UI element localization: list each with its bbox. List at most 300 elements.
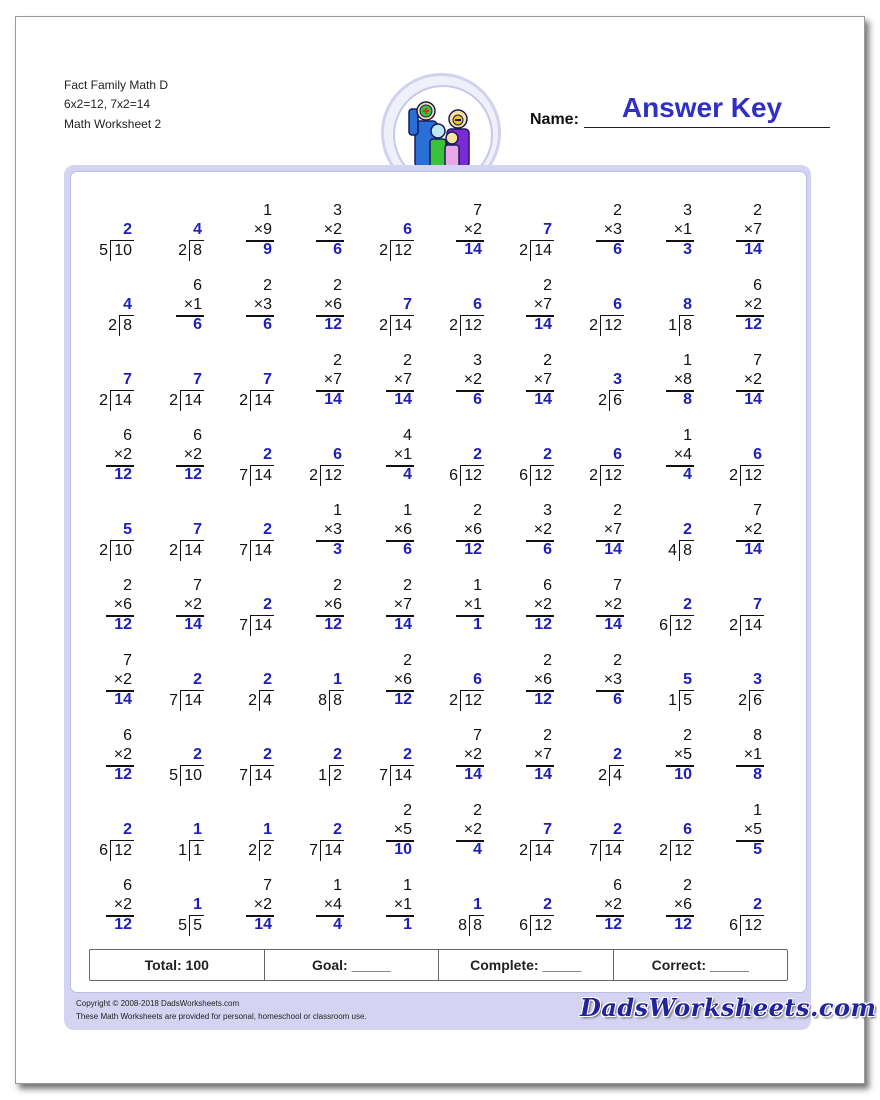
multiplicand: 7 <box>263 877 272 894</box>
dividend-bracket <box>679 540 694 561</box>
name-field-line[interactable] <box>584 127 830 128</box>
dividend-bracket <box>329 690 344 711</box>
answer: 12 <box>604 916 622 933</box>
multiplier: ×5 <box>673 746 692 763</box>
dividend: 12 <box>114 842 132 859</box>
division-problem <box>156 496 208 558</box>
dividend-bracket <box>180 390 204 411</box>
quotient-answer: 1 <box>193 821 202 838</box>
dividend-bracket <box>530 465 554 486</box>
divisor: 8 <box>318 692 327 709</box>
dividend: 8 <box>473 917 482 934</box>
multiplication-problem <box>366 796 418 858</box>
quotient-answer: 7 <box>123 371 132 388</box>
multiplicand: 6 <box>193 427 202 444</box>
division-problem <box>86 196 138 258</box>
multiplier: ×6 <box>323 296 342 313</box>
divisor: 2 <box>519 242 528 259</box>
dividend-bracket <box>110 840 134 861</box>
division-problem <box>646 496 698 558</box>
answer: 6 <box>403 541 412 558</box>
dividend-bracket <box>250 765 274 786</box>
multiplication-problem <box>86 871 138 933</box>
multiplier: ×2 <box>183 446 202 463</box>
multiplication-problem <box>86 421 138 483</box>
dividend-bracket <box>530 240 554 261</box>
dividend-bracket <box>250 540 274 561</box>
dividend: 6 <box>613 392 622 409</box>
multiplier: ×7 <box>603 521 622 538</box>
divisor: 2 <box>239 392 248 409</box>
answer: 14 <box>744 391 762 408</box>
multiplier: ×2 <box>603 896 622 913</box>
answer: 14 <box>534 316 552 333</box>
quotient-answer: 2 <box>753 896 762 913</box>
dividend: 1 <box>193 842 202 859</box>
answer: 14 <box>534 391 552 408</box>
multiplication-problem <box>296 571 348 633</box>
divisor: 2 <box>589 467 598 484</box>
dividend-bracket <box>390 240 414 261</box>
answer: 14 <box>184 616 202 633</box>
division-problem <box>576 796 628 858</box>
dividend: 14 <box>114 392 132 409</box>
dividend: 6 <box>753 692 762 709</box>
answer: 14 <box>744 241 762 258</box>
divisor: 2 <box>108 317 117 334</box>
divisor: 2 <box>99 392 108 409</box>
multiplier: ×2 <box>113 671 132 688</box>
multiplicand: 8 <box>753 727 762 744</box>
multiplier: ×6 <box>393 671 412 688</box>
answer: 1 <box>473 616 482 633</box>
multiplicand: 2 <box>543 352 552 369</box>
multiplication-problem <box>576 571 628 633</box>
multiplicand: 2 <box>333 352 342 369</box>
divisor: 6 <box>449 467 458 484</box>
divisor: 6 <box>99 842 108 859</box>
multiplication-problem <box>576 196 628 258</box>
answer: 3 <box>683 241 692 258</box>
quotient-answer: 6 <box>613 446 622 463</box>
dividend-bracket <box>609 390 624 411</box>
divisor: 1 <box>178 842 187 859</box>
divisor: 7 <box>239 542 248 559</box>
multiplicand: 2 <box>473 502 482 519</box>
multiplier: ×2 <box>533 521 552 538</box>
multiplier: ×2 <box>183 596 202 613</box>
multiplication-problem <box>366 646 418 708</box>
multiplier: ×2 <box>603 596 622 613</box>
division-problem <box>576 721 628 783</box>
divisor: 2 <box>729 617 738 634</box>
divisor: 2 <box>449 692 458 709</box>
quotient-answer: 4 <box>123 296 132 313</box>
multiplication-problem <box>506 721 558 783</box>
dividend-bracket <box>749 690 764 711</box>
multiplicand: 6 <box>123 427 132 444</box>
multiplicand: 2 <box>333 577 342 594</box>
divisor: 6 <box>659 617 668 634</box>
dividend-bracket <box>679 690 694 711</box>
dividend-bracket <box>740 915 764 936</box>
multiplier: ×7 <box>743 221 762 238</box>
quotient-answer: 6 <box>473 296 482 313</box>
multiplication-problem <box>296 496 348 558</box>
answer: 6 <box>193 316 202 333</box>
multiplicand: 3 <box>333 202 342 219</box>
answer: 12 <box>114 616 132 633</box>
division-problem <box>436 646 488 708</box>
division-problem <box>226 421 278 483</box>
multiplicand: 1 <box>473 577 482 594</box>
dividend: 12 <box>674 617 692 634</box>
division-problem <box>366 271 418 333</box>
divisor: 7 <box>379 767 388 784</box>
divisor: 5 <box>178 917 187 934</box>
answer: 12 <box>534 616 552 633</box>
multiplication-problem <box>366 496 418 558</box>
multiplicand: 6 <box>123 727 132 744</box>
multiplier: ×3 <box>323 521 342 538</box>
quotient-answer: 7 <box>403 296 412 313</box>
multiplicand: 6 <box>123 877 132 894</box>
multiplicand: 2 <box>753 202 762 219</box>
divisor: 7 <box>239 617 248 634</box>
division-problem <box>86 271 138 333</box>
answer: 12 <box>534 691 552 708</box>
division-problem <box>226 646 278 708</box>
divisor: 2 <box>309 467 318 484</box>
dividend: 14 <box>394 317 412 334</box>
worksheet-subtitle: 6x2=12, 7x2=14 <box>64 97 151 111</box>
multiplication-problem <box>296 196 348 258</box>
answer: 14 <box>534 766 552 783</box>
complete-cell[interactable]: Complete: _____ <box>439 950 614 980</box>
multiplicand: 2 <box>403 577 412 594</box>
multiplier: ×6 <box>113 596 132 613</box>
multiplication-problem <box>296 871 348 933</box>
multiplication-problem <box>506 646 558 708</box>
dividend: 14 <box>604 842 622 859</box>
multiplicand: 7 <box>613 577 622 594</box>
dividend: 14 <box>184 392 202 409</box>
divisor: 2 <box>169 542 178 559</box>
dividend: 12 <box>534 917 552 934</box>
quotient-answer: 2 <box>333 746 342 763</box>
dividend-bracket <box>600 315 624 336</box>
multiplication-problem <box>716 271 768 333</box>
dividend-bracket <box>189 240 204 261</box>
quotient-answer: 1 <box>263 821 272 838</box>
division-problem <box>156 196 208 258</box>
divisor: 2 <box>598 392 607 409</box>
dividend-bracket <box>530 840 554 861</box>
division-problem <box>156 346 208 408</box>
divisor: 6 <box>519 917 528 934</box>
worksheet-title: Fact Family Math D <box>64 78 169 92</box>
multiplier: ×2 <box>463 221 482 238</box>
dividend-bracket <box>740 465 764 486</box>
answer: 12 <box>184 466 202 483</box>
quotient-answer: 5 <box>123 521 132 538</box>
division-problem <box>296 421 348 483</box>
quotient-answer: 3 <box>613 371 622 388</box>
multiplication-problem <box>86 646 138 708</box>
multiplicand: 2 <box>683 727 692 744</box>
dividend: 10 <box>114 242 132 259</box>
multiplicand: 7 <box>753 352 762 369</box>
multiplier: ×7 <box>393 596 412 613</box>
dividend: 14 <box>254 542 272 559</box>
dividend: 8 <box>683 317 692 334</box>
division-problem <box>646 796 698 858</box>
dividend: 12 <box>604 467 622 484</box>
dividend-bracket <box>679 315 694 336</box>
multiplier: ×2 <box>113 446 132 463</box>
quotient-answer: 7 <box>543 821 552 838</box>
answer: 4 <box>473 841 482 858</box>
answer: 5 <box>753 841 762 858</box>
total-cell: Total: 100 <box>90 950 265 980</box>
multiplier: ×3 <box>253 296 272 313</box>
division-problem <box>506 196 558 258</box>
divisor: 2 <box>248 842 257 859</box>
multiplication-problem <box>86 571 138 633</box>
division-problem <box>576 346 628 408</box>
multiplication-problem <box>506 571 558 633</box>
multiplication-problem <box>436 496 488 558</box>
dividend: 5 <box>683 692 692 709</box>
multiplication-problem <box>366 571 418 633</box>
answer: 14 <box>604 541 622 558</box>
multiplication-problem <box>436 721 488 783</box>
multiplier: ×2 <box>743 371 762 388</box>
multiplication-problem <box>646 871 698 933</box>
answer: 12 <box>744 316 762 333</box>
answer-key-heading: Answer Key <box>621 92 783 123</box>
dividend-bracket <box>180 690 204 711</box>
dividend: 14 <box>254 617 272 634</box>
multiplier: ×2 <box>743 296 762 313</box>
multiplication-problem <box>226 871 278 933</box>
dividend: 14 <box>184 692 202 709</box>
multiplicand: 1 <box>753 802 762 819</box>
dividend-bracket <box>609 765 624 786</box>
answer: 12 <box>114 466 132 483</box>
dividend-bracket <box>189 915 204 936</box>
division-problem <box>296 646 348 708</box>
division-problem <box>156 871 208 933</box>
division-problem <box>226 571 278 633</box>
multiplicand: 2 <box>683 877 692 894</box>
multiplicand: 2 <box>613 202 622 219</box>
multiplication-problem <box>436 346 488 408</box>
division-problem <box>156 796 208 858</box>
quotient-answer: 2 <box>193 746 202 763</box>
dividend: 12 <box>744 467 762 484</box>
division-problem <box>646 571 698 633</box>
dividend: 12 <box>534 467 552 484</box>
divisor: 1 <box>668 317 677 334</box>
multiplication-problem <box>506 346 558 408</box>
answer: 14 <box>394 391 412 408</box>
division-problem <box>576 421 628 483</box>
dividend: 2 <box>263 842 272 859</box>
division-problem <box>296 796 348 858</box>
multiplier: ×2 <box>463 371 482 388</box>
division-problem <box>366 196 418 258</box>
score-box <box>89 949 788 981</box>
multiplication-problem <box>296 271 348 333</box>
multiplier: ×6 <box>533 671 552 688</box>
divisor: 2 <box>729 467 738 484</box>
division-problem <box>156 646 208 708</box>
brand-logo[interactable]: DadsWorksheets.com <box>580 993 877 1022</box>
quotient-answer: 6 <box>403 221 412 238</box>
divisor: 2 <box>598 767 607 784</box>
quotient-answer: 6 <box>613 296 622 313</box>
divisor: 7 <box>239 767 248 784</box>
dividend: 4 <box>263 692 272 709</box>
dividend-bracket <box>250 615 274 636</box>
multiplicand: 6 <box>193 277 202 294</box>
answer: 14 <box>464 241 482 258</box>
division-problem <box>226 796 278 858</box>
quotient-answer: 2 <box>263 446 272 463</box>
dividend-bracket <box>189 840 204 861</box>
answer: 12 <box>394 691 412 708</box>
answer: 14 <box>464 766 482 783</box>
multiplication-problem <box>156 421 208 483</box>
multiplicand: 2 <box>333 277 342 294</box>
answer: 10 <box>674 766 692 783</box>
dividend-bracket <box>180 540 204 561</box>
dividend: 14 <box>254 467 272 484</box>
dividend: 14 <box>534 242 552 259</box>
division-problem <box>716 571 768 633</box>
divisor: 2 <box>738 692 747 709</box>
dividend: 12 <box>324 467 342 484</box>
multiplicand: 1 <box>263 202 272 219</box>
correct-cell[interactable]: Correct: _____ <box>651 957 749 973</box>
dividend: 12 <box>674 842 692 859</box>
divisor: 2 <box>519 842 528 859</box>
multiplier: ×2 <box>253 896 272 913</box>
multiplication-problem <box>576 646 628 708</box>
division-problem <box>296 721 348 783</box>
quotient-answer: 2 <box>123 821 132 838</box>
multiplier: ×2 <box>113 746 132 763</box>
multiplication-problem <box>716 196 768 258</box>
name-label: Name: <box>530 111 579 128</box>
dividend: 8 <box>683 542 692 559</box>
answer: 6 <box>613 241 622 258</box>
answer: 6 <box>473 391 482 408</box>
division-problem <box>366 721 418 783</box>
multiplicand: 2 <box>613 502 622 519</box>
dividend-bracket <box>250 465 274 486</box>
multiplication-problem <box>436 796 488 858</box>
dividend: 8 <box>193 242 202 259</box>
multiplicand: 1 <box>403 502 412 519</box>
division-problem <box>646 271 698 333</box>
quotient-answer: 2 <box>263 746 272 763</box>
division-problem <box>436 421 488 483</box>
quotient-answer: 7 <box>263 371 272 388</box>
multiplier: ×1 <box>743 746 762 763</box>
multiplier: ×2 <box>463 821 482 838</box>
dividend: 12 <box>394 242 412 259</box>
multiplicand: 6 <box>613 877 622 894</box>
multiplier: ×9 <box>253 221 272 238</box>
answer: 6 <box>263 316 272 333</box>
answer: 12 <box>114 916 132 933</box>
dividend: 8 <box>123 317 132 334</box>
divisor: 1 <box>318 767 327 784</box>
multiplicand: 7 <box>753 502 762 519</box>
dividend-bracket <box>600 840 624 861</box>
division-problem <box>716 871 768 933</box>
multiplier: ×1 <box>393 896 412 913</box>
dividend: 12 <box>464 467 482 484</box>
divisor: 7 <box>239 467 248 484</box>
quotient-answer: 4 <box>193 221 202 238</box>
answer: 10 <box>394 841 412 858</box>
answer: 1 <box>403 916 412 933</box>
division-problem <box>226 721 278 783</box>
multiplier: ×1 <box>463 596 482 613</box>
quotient-answer: 6 <box>683 821 692 838</box>
multiplication-problem <box>156 271 208 333</box>
multiplier: ×6 <box>463 521 482 538</box>
multiplicand: 7 <box>193 577 202 594</box>
multiplication-problem <box>86 721 138 783</box>
quotient-answer: 5 <box>683 671 692 688</box>
multiplicand: 2 <box>543 727 552 744</box>
division-problem <box>226 496 278 558</box>
multiplication-problem <box>576 871 628 933</box>
division-problem <box>576 271 628 333</box>
division-problem <box>506 421 558 483</box>
divisor: 7 <box>309 842 318 859</box>
dividend: 12 <box>464 317 482 334</box>
dividend-bracket <box>110 390 134 411</box>
answer: 6 <box>333 241 342 258</box>
multiplicand: 6 <box>753 277 762 294</box>
dividend: 10 <box>184 767 202 784</box>
answer: 4 <box>403 466 412 483</box>
division-problem <box>436 271 488 333</box>
multiplier: ×7 <box>533 746 552 763</box>
multiplier: ×4 <box>673 446 692 463</box>
multiplicand: 1 <box>683 352 692 369</box>
quotient-answer: 2 <box>543 446 552 463</box>
goal-cell[interactable]: Goal: _____ <box>265 950 440 980</box>
multiplier: ×5 <box>743 821 762 838</box>
multiplication-problem <box>716 496 768 558</box>
answer: 8 <box>683 391 692 408</box>
dividend-bracket <box>250 390 274 411</box>
answer: 4 <box>683 466 692 483</box>
divisor: 8 <box>458 917 467 934</box>
divisor: 6 <box>519 467 528 484</box>
quotient-answer: 7 <box>753 596 762 613</box>
answer: 14 <box>394 616 412 633</box>
division-problem <box>716 421 768 483</box>
multiplier: ×1 <box>673 221 692 238</box>
divisor: 4 <box>668 542 677 559</box>
